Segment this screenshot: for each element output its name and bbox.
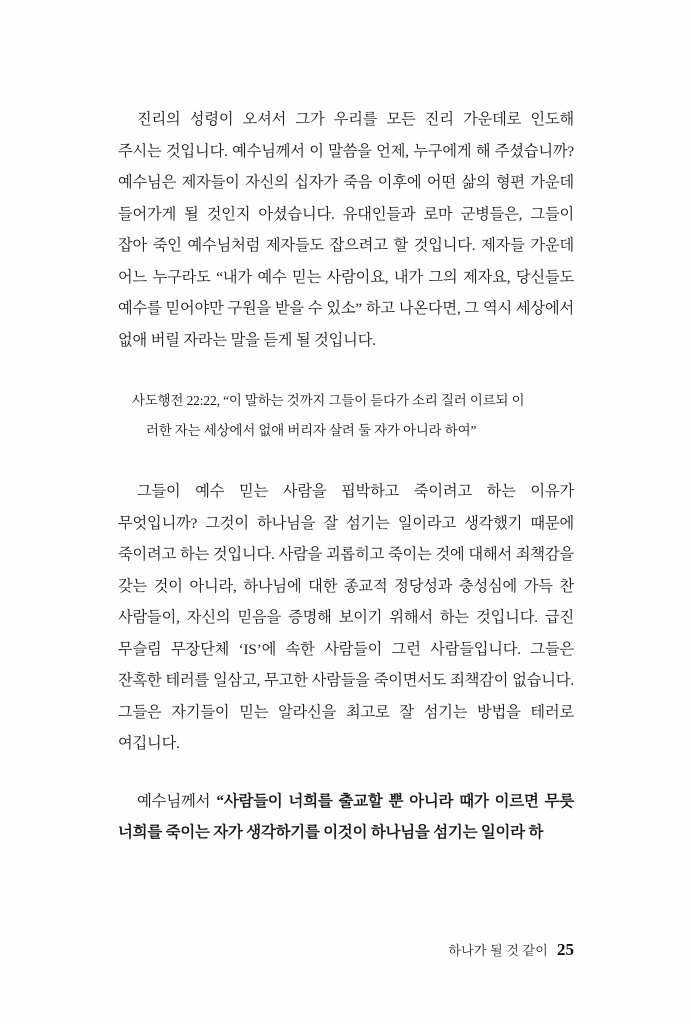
paragraph-1: 진리의 성령이 오셔서 그가 우리를 모든 진리 가운데로 인도해 주시는 것입니다. 예수님께서 이 말씀을 언제, 누구에게 해 주셨습니까? 예수님은 제자들이 자신의 십자가 죽음 이후에 어떤 삶의 형편 가운데 들어가게 될 것인지 아셨습니다. 유대인들과 로마 군병들은, 그들이 잡아 죽인 예수님처럼 제자들도 잡으려고 할 것입니다. 제자들 가운데 어느 누구라도 “내가 예수 믿는 사람이요, 내가 그의 제자요, 당신들도 예수를 믿어야만 구원을 받을 수 있소” 하고 나온다면, 그 역시 세상에서 없애 버릴 자라는 말을 듣게 될 것입니다. [118, 111, 574, 349]
bold-paragraph [118, 786, 574, 849]
scripture-quote [132, 386, 562, 446]
spacer-after-paragraph-1 [118, 356, 574, 386]
spacer-after-quote [118, 446, 574, 476]
scripture-quote-line-1: 사도행전 22:22, “이 말하는 것까지 그들이 듣다가 소리 질러 이르되 이 [132, 393, 525, 408]
bold-paragraph-lead: 예수님께서 [137, 792, 217, 810]
scripture-quote-line-2: 러한 자는 세상에서 없애 버리자 살려 둘 자가 아니라 하여” [146, 423, 477, 438]
bold-paragraph-quoted: “사람들이 너희를 출교할 뿐 아니라 때가 이르면 무릇 너희를 죽이는 자가 생각하기를 이것이 하나님을 섬기는 일이라 하 [118, 792, 574, 841]
footer-book-title: 하나가 될 것 같이 [448, 943, 548, 958]
page-content [118, 104, 574, 849]
spacer-after-paragraph-2 [118, 760, 574, 786]
page-number: 25 [557, 940, 574, 959]
page-footer [118, 940, 574, 960]
paragraph-2: 그들이 예수 믿는 사람을 핍박하고 죽이려고 하는 이유가 무엇입니까? 그것이 하나님을 잘 섬기는 일이라고 생각했기 때문에 죽이려고 하는 것입니다. 사람을 괴롭히고 죽이는 것에 대해서 죄책감을 갖는 것이 아니라, 하나님에 대한 종교적 정당성과 충성심에 가득 찬 사람들이, 자신의 믿음을 증명해 보이기 위해서 하는 것입니다. 급진 무슬림 무장단체 ‘IS’에 속한 사람들이 그런 사람들입니다. 그들은 잔혹한 테러를 일삼고, 무고한 사람들을 죽이면서도 죄책감이 없습니다. 그들은 자기들이 믿는 알라신을 최고로 잘 섬기는 방법을 테러로 여깁니다. [118, 483, 574, 752]
